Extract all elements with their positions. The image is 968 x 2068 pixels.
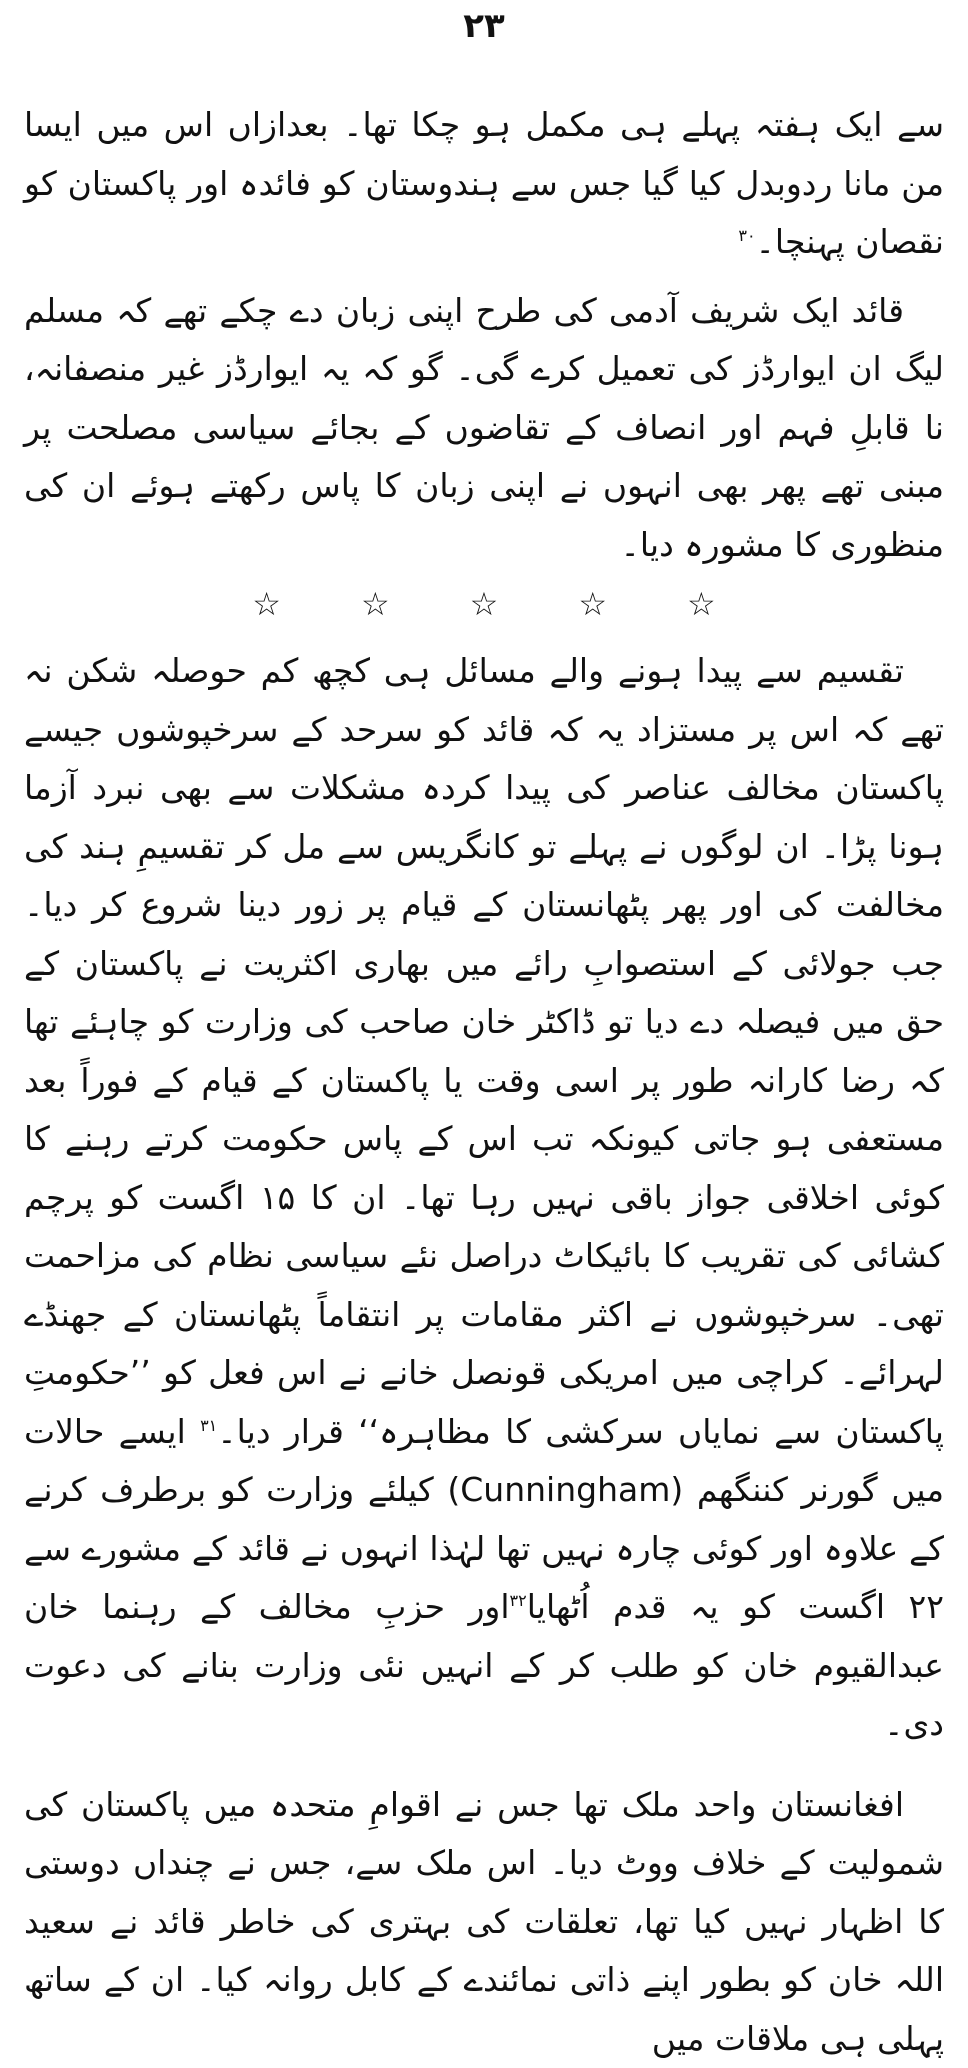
- paragraph-1: [24, 96, 944, 272]
- star-icon: ☆: [470, 578, 499, 630]
- paragraph-2: [24, 282, 944, 575]
- star-icon: ☆: [361, 578, 390, 630]
- paragraph-2-text: قائد ایک شریف آدمی کی طرح اپنی زبان دے چکے تھے کہ مسلم لیگ ان ایوارڈز کی تعمیل کرے گی۔ گو کہ یہ ایوارڈز غیر منصفانہ، نا قابلِ فہم اور انصاف کے تقاضوں کے بجائے سیاسی مصلحت پر مبنی تھے پھر بھی انہوں نے اپنی زبان کا پاس رکھتے ہوئے ان کی منظوری کا مشورہ دیا۔: [24, 291, 944, 564]
- paragraph-3-text: تقسیم سے پیدا ہونے والے مسائل ہی کچھ کم حوصلہ شکن نہ تھے کہ اس پر مستزاد یہ کہ قائد کو سرحد کے سرخپوشوں جیسے پاکستان مخالف عناصر کی پیدا کردہ مشکلات سے بھی نبرد آزما ہونا پڑا۔ ان لوگوں نے پہلے تو کانگریس سے مل کر تقسیمِ ہند کی مخالفت کی اور پھر پٹھانستان کے قیام پر زور دینا شروع کر دیا۔ جب جولائی کے استصوابِ رائے میں بھاری اکثریت نے پاکستان کے حق میں فیصلہ دے دیا تو ڈاکٹر خان صاحب کی وزارت کو چاہئے تھا کہ رضا کارانہ طور پر اسی وقت یا پاکستان کے قیام کے فوراً بعد مستعفی ہو جاتی کیونکہ تب اس کے پاس حکومت کرتے رہنے کا کوئی اخلاقی جواز باقی نہیں رہا تھا۔ ان کا ۱۵ اگست کو پرچم کشائی کی تقریب کا بائیکاٹ دراصل نئے سیاسی نظام کی مزاحمت تھی۔ سرخپوشوں نے اکثر مقامات پر انتقاماً پٹھانستان کے جھنڈے لہرائے۔ کراچی میں امریکی قونصل خانے نے اس فعل کو ’’حکومتِ پاکستان سے نمایاں سرکشی کا مظاہرہ‘‘ قرار دیا۔: [24, 651, 944, 1451]
- paragraph-3-continuation-2: اور حزبِ مخالف کے رہنما خان عبدالقیوم خان کو طلب کر کے انہیں نئی وزارت بنانے کی دعوت دی۔: [24, 1587, 944, 1743]
- section-divider-stars: [24, 578, 944, 630]
- star-icon: ☆: [578, 578, 607, 630]
- paragraph-3-continuation: ایسے حالات میں گورنر کننگھم (Cunningham) کیلئے وزارت کو برطرف کرنے کے علاوہ اور کوئی چارہ نہیں تھا لہٰذا انہوں نے قائد کے مشورے سے ۲۲ اگست کو یہ قدم اُٹھایا: [24, 1412, 944, 1627]
- footnote-ref-32: ۳۲: [510, 1591, 527, 1610]
- footnote-ref-31: ۳۱: [200, 1416, 217, 1435]
- page-number: ۲۳: [0, 6, 968, 46]
- paragraph-1-text: سے ایک ہفتہ پہلے ہی مکمل ہو چکا تھا۔ بعدازاں اس میں ایسا من مانا ردوبدل کیا گیا جس سے ہندوستان کو فائدہ اور پاکستان کو نقصان پہنچا۔: [24, 105, 944, 261]
- text-body: [24, 96, 944, 2068]
- paragraph-4-text: افغانستان واحد ملک تھا جس نے اقوامِ متحدہ میں پاکستان کی شمولیت کے خلاف ووٹ دیا۔ اس ملک سے، جس نے چنداں دوستی کا اظہار نہیں کیا تھا، تعلقات کی بہتری کی خاطر قائد نے سعید اللہ خان کو بطور اپنے ذاتی نمائندے کے کابل روانہ کیا۔ ان کے ساتھ پہلی ہی ملاقات میں: [24, 1785, 944, 2058]
- star-icon: ☆: [252, 578, 281, 630]
- paragraph-4: [24, 1776, 944, 2068]
- star-icon: ☆: [687, 578, 716, 630]
- footnote-ref-30: ۳۰: [738, 226, 755, 245]
- paragraph-3: [24, 642, 944, 1754]
